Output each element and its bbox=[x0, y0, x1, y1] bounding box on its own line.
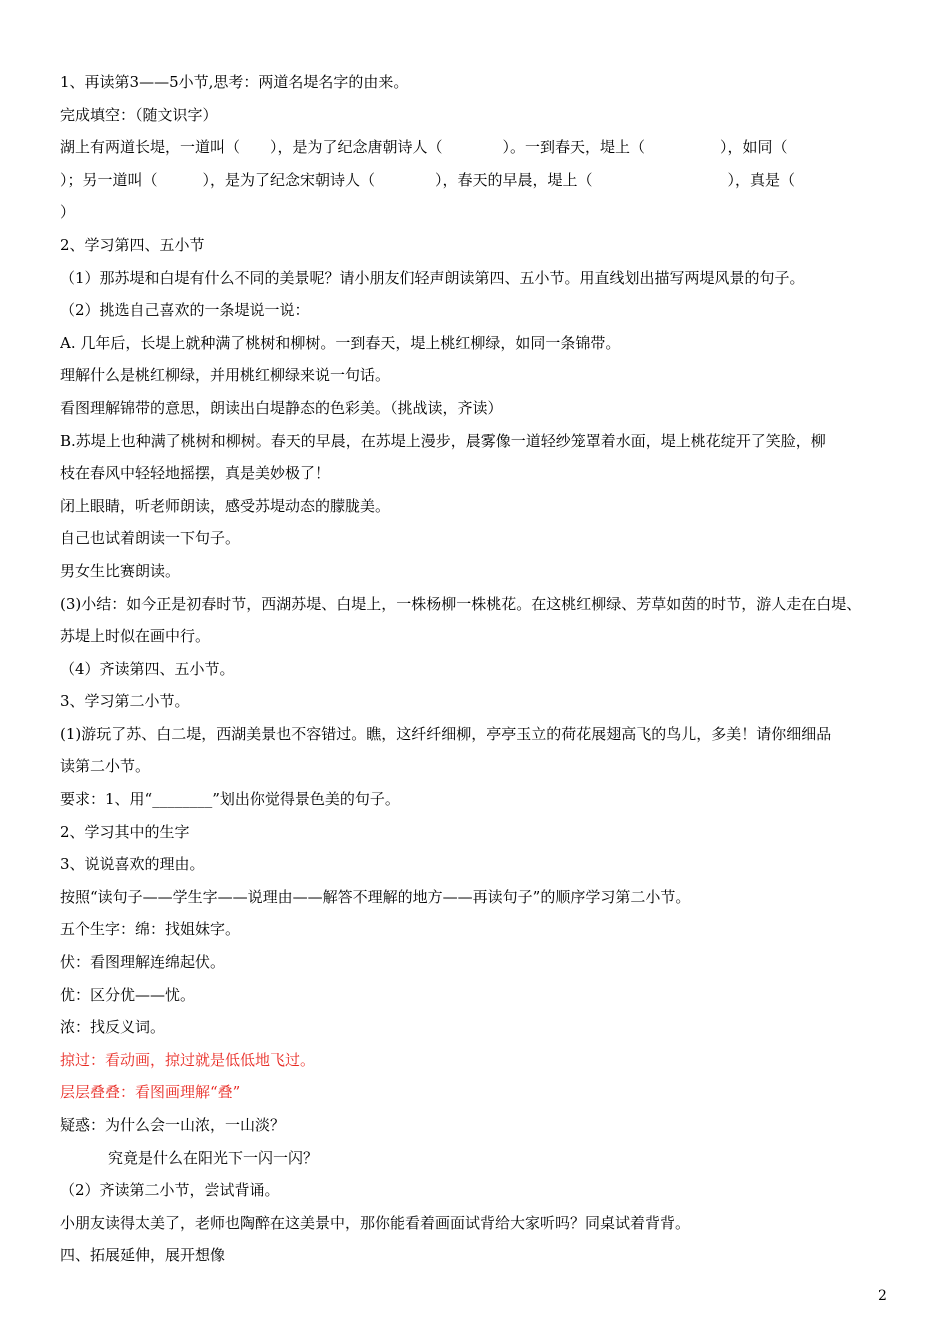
text-line: B.苏堤上也种满了桃树和柳树。春天的早晨，在苏堤上漫步，晨雾像一道轻纱笼罩着水面，堤上桃花绽开了笑脸，柳 bbox=[60, 431, 826, 450]
text-line: 要求：1、用“________”划出你觉得景色美的句子。 bbox=[60, 790, 400, 809]
text-line: 3、说说喜欢的理由。 bbox=[60, 855, 205, 874]
text-line: (3)小结：如今正是初春时节，西湖苏堤、白堤上，一株杨柳一株桃花。在这桃红柳绿、芳草如茵的时节，游人走在白堤、 bbox=[60, 594, 862, 613]
text-line: 层层叠叠：看图画理解“叠” bbox=[60, 1083, 241, 1102]
text-line: ） bbox=[60, 203, 76, 222]
text-line: 3、学习第二小节。 bbox=[60, 692, 190, 711]
text-line: （2）挑选自己喜欢的一条堤说一说： bbox=[60, 301, 310, 320]
text-line: 五个生字：绵：找姐妹字。 bbox=[60, 920, 241, 939]
text-line: 掠过：看动画，掠过就是低低地飞过。 bbox=[60, 1050, 316, 1069]
text-line: A. 几年后，长堤上就种满了桃树和柳树。一到春天，堤上桃红柳绿，如同一条锦带。 bbox=[60, 333, 621, 352]
text-line: 闭上眼睛，听老师朗读，感受苏堤动态的朦胧美。 bbox=[60, 496, 391, 515]
text-line: 枝在春风中轻轻地摇摆，真是美妙极了！ bbox=[60, 464, 331, 483]
text-line: 读第二小节。 bbox=[60, 757, 151, 776]
text-line: 1、再读第3——5小节,思考：两道名堤名字的由来。 bbox=[60, 73, 409, 91]
text-line: 完成填空：（随文识字） bbox=[60, 105, 218, 124]
text-line: 浓：找反义词。 bbox=[60, 1018, 166, 1037]
text-line: 湖上有两道长堤，一道叫（ ），是为了纪念唐朝诗人（ ）。一到春天，堤上（ ），如同（ bbox=[60, 138, 788, 157]
text-line: （2）齐读第二小节，尝试背诵。 bbox=[60, 1181, 280, 1200]
text-line: (1)游玩了苏、白二堤，西湖美景也不容错过。瞧，这纤纤细柳，亭亭玉立的荷花展翅高飞的鸟儿，多美！请你细细品 bbox=[60, 724, 832, 743]
text-line: 男女生比赛朗读。 bbox=[60, 561, 181, 580]
page-number: 2 bbox=[878, 1288, 887, 1304]
text-line: 2、学习第四、五小节 bbox=[60, 235, 205, 254]
document-body bbox=[60, 66, 900, 1272]
text-line: 按照“读句子——学生字——说理由——解答不理解的地方——再读句子”的顺序学习第二小节。 bbox=[60, 887, 691, 906]
text-line: （4）齐读第四、五小节。 bbox=[60, 659, 235, 678]
text-line: 伏：看图理解连绵起伏。 bbox=[60, 953, 226, 972]
text-line: 小朋友读得太美了，老师也陶醉在这美景中，那你能看着画面试背给大家听吗？同桌试着背背。 bbox=[60, 1213, 691, 1232]
text-line: 自己也试着朗读一下句子。 bbox=[60, 529, 241, 548]
text-line: 2、学习其中的生字 bbox=[60, 822, 190, 841]
text-line: 四、拓展延伸，展开想像 bbox=[60, 1246, 226, 1265]
text-line: 理解什么是桃红柳绿，并用桃红柳绿来说一句话。 bbox=[60, 366, 391, 385]
text-line: ）；另一道叫（ ），是为了纪念宋朝诗人（ ），春天的早晨，堤上（ ），真是（ bbox=[60, 170, 796, 189]
text-line: 苏堤上时似在画中行。 bbox=[60, 627, 211, 646]
text-line: 究竟是什么在阳光下一闪一闪？ bbox=[108, 1148, 319, 1167]
text-line: 疑惑：为什么会一山浓，一山淡？ bbox=[60, 1116, 286, 1134]
text-line: 优：区分优——忧。 bbox=[60, 985, 196, 1004]
text-line: （1）那苏堤和白堤有什么不同的美景呢？请小朋友们轻声朗读第四、五小节。用直线划出描写两堤风景的句子。 bbox=[60, 268, 805, 287]
text-line: 看图理解锦带的意思，朗读出白堤静态的色彩美。（挑战读，齐读） bbox=[60, 398, 503, 417]
